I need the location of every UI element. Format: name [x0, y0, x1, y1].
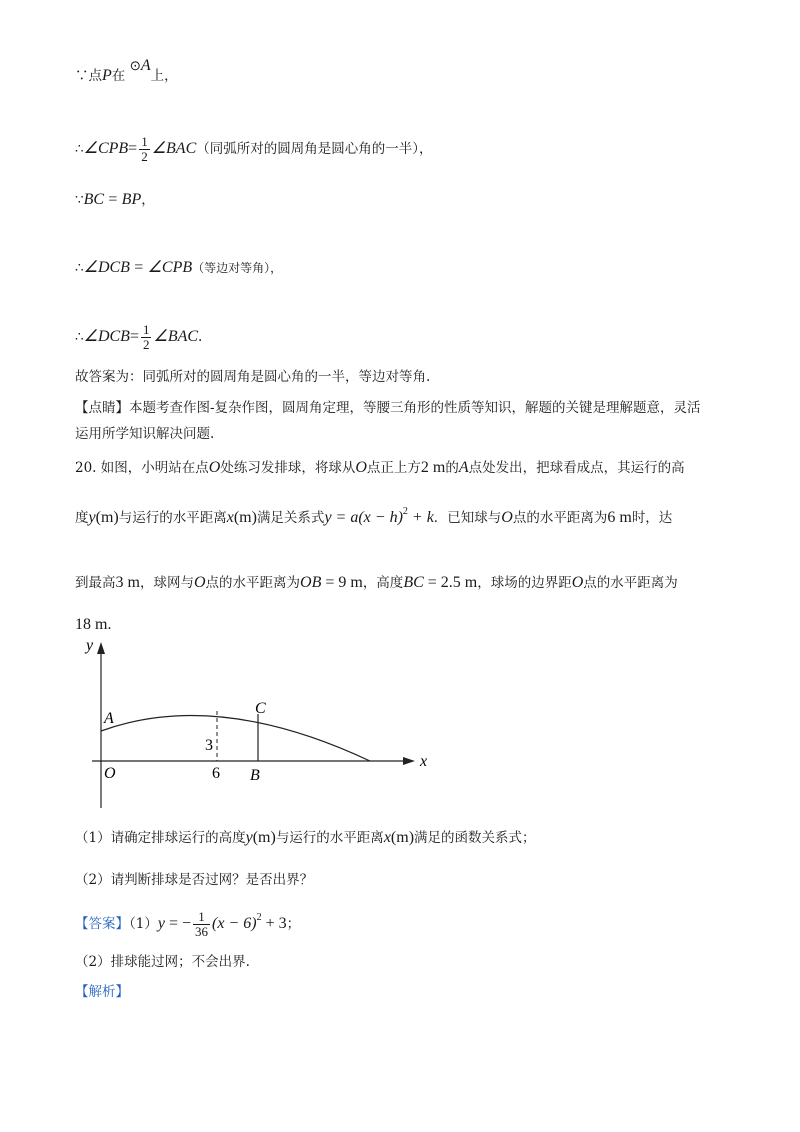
volleyball-trajectory-figure	[70, 638, 440, 813]
answer-summary: 故答案为：同弧所对的圆周角是圆心角的一半，等边对等角.	[75, 369, 431, 385]
problem-20-line-2: 度y(m)与运行的水平距离x(m)满足关系式$y = a(x - h)^2 + k$．已知球与O点的水平距离为6 m时，达	[75, 506, 673, 526]
problem-20-line-3: 到最高3 m，球网与O点的水平距离为OB = 9 m，高度BC = 2.5 m，球场的边界距O点的水平距离为	[75, 574, 678, 591]
question-1: （1）请确定排球运行的高度y(m)与运行的水平距离x(m)满足的函数关系式；	[75, 829, 536, 846]
height-3-label: 3	[205, 737, 213, 754]
fraction: $\frac{1}{2}$	[141, 134, 148, 164]
point-c-label: C	[255, 700, 266, 717]
comment-line-1: 【点睛】本题考查作图-复杂作图，圆周角定理，等腰三角形的性质等知识，解题的关键是理解题意，灵活	[75, 400, 701, 416]
point-a-label: A	[104, 710, 114, 727]
point-b-label: B	[250, 767, 260, 784]
trajectory-curve	[101, 716, 370, 761]
answer-1: 【答案】（1）y = − $\frac{1}{36}$ $(x - 6)^2 + 3$；	[75, 909, 301, 939]
answer-tag: 【答案】	[75, 916, 129, 932]
line-angle-dcb-half: ∴∠DCB= $\frac{1}{2}$ ∠BAC.	[75, 322, 203, 352]
x-axis-arrow	[403, 757, 415, 765]
fraction: $\frac{1}{36}$	[195, 909, 208, 939]
fraction: $\frac{1}{2}$	[142, 322, 150, 352]
analysis-tag: 【解析】	[75, 984, 129, 1000]
line-point-p-on-circle: ∵点P在 ⊙A上，	[75, 57, 178, 84]
problem-20-line-1: 20. 如图，小明站在点O处练习发排球，将球从O点正上方2 m的A点处发出，把球看成点，其运行的高	[75, 459, 685, 476]
distance-6-label: 6	[212, 765, 220, 782]
question-2: （2）请判断排球是否过网？是否出界？	[75, 872, 314, 888]
line-angle-dcb: ∴∠DCB = ∠CPB（等边对等角），	[75, 259, 283, 276]
line-angle-cpb: ∴∠CPB= $\frac{1}{2}$ ∠BAC（同弧所对的圆周角是圆心角的一半），	[75, 134, 433, 164]
comment-line-2: 运用所学知识解决问题.	[75, 426, 215, 442]
y-axis-label: y	[86, 638, 94, 654]
problem-20-line-4: 18 m.	[75, 616, 112, 633]
x-axis-label: x	[420, 753, 428, 770]
y-axis-arrow	[97, 642, 105, 654]
answer-2: （2）排球能过网；不会出界.	[75, 954, 250, 970]
origin-label: O	[104, 765, 116, 782]
line-bc-equals-bp: ∵BC = BP，	[75, 191, 155, 208]
